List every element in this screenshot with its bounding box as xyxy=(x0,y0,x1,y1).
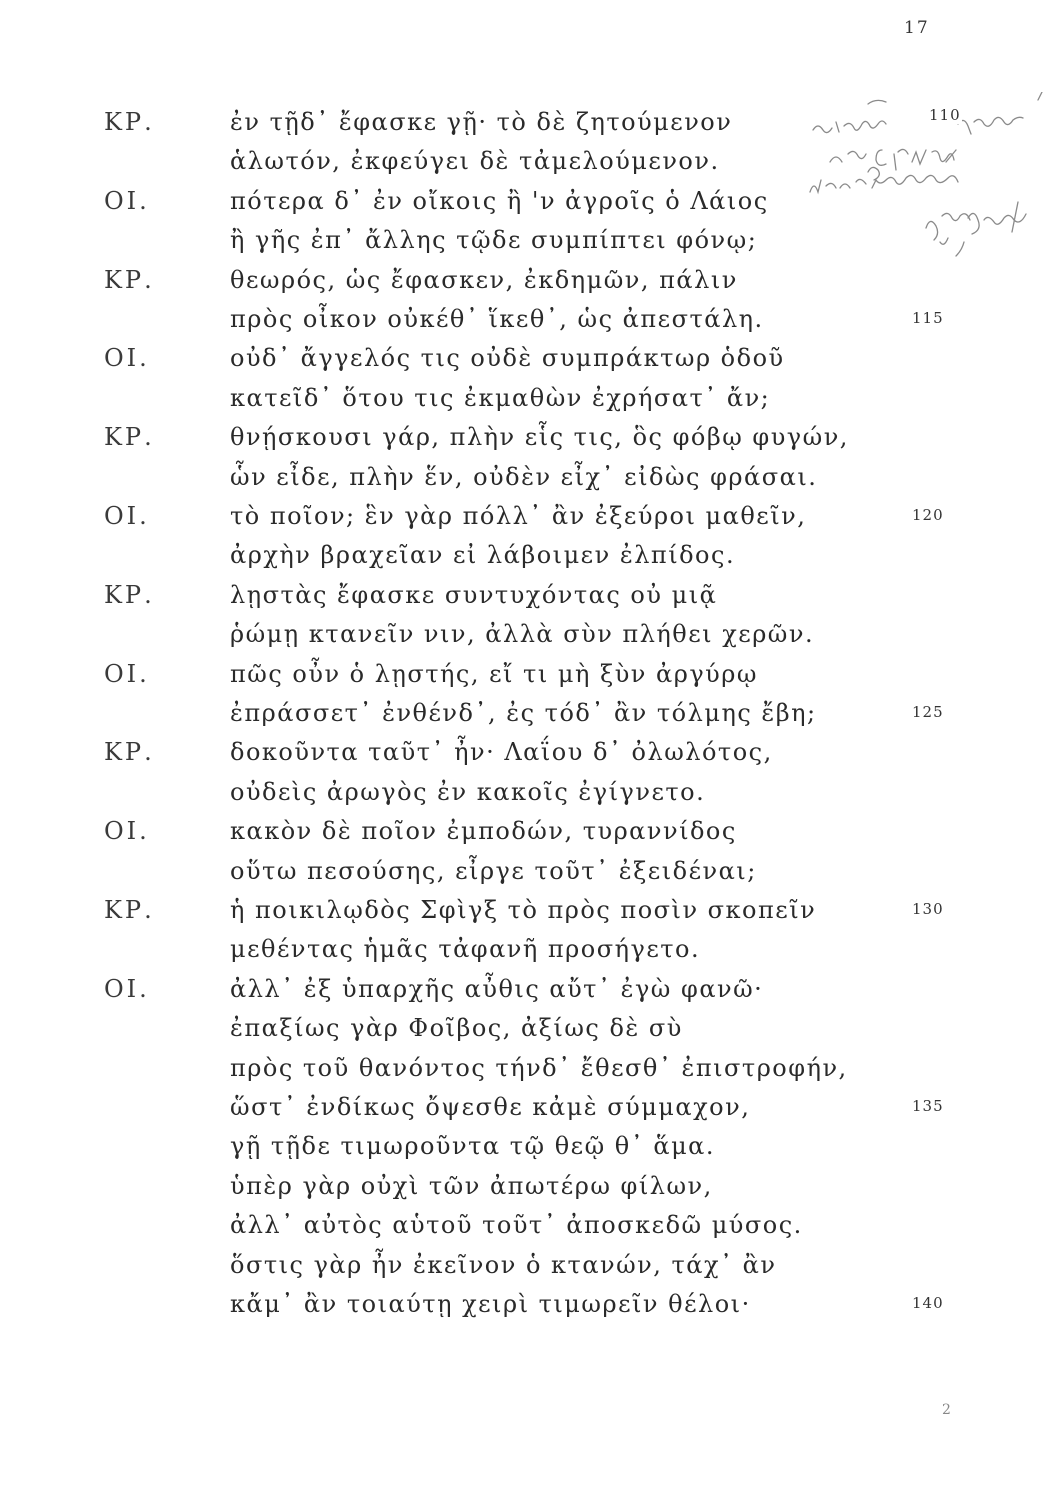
verse-text: ἐπράσσετ᾽ ἐνθένδ᾽, ἐς τόδ᾽ ἂν τόλμης ἔβη; xyxy=(230,699,817,727)
verse-text: ἀλλ᾽ ἐξ ὑπαρχῆς αὖθις αὔτ᾽ ἐγὼ φανῶ· xyxy=(230,974,764,1003)
verse-text: οὐδεὶς ἀρωγὸς ἐν κακοῖς ἐγίγνετο. xyxy=(230,777,706,806)
verse-line xyxy=(0,975,1058,1015)
verse-line xyxy=(0,1093,1058,1133)
signature-mark: 2 xyxy=(942,1402,951,1418)
speaker-label: ΟΙ. xyxy=(104,817,150,846)
line-number: 125 xyxy=(912,703,944,721)
speaker-label: ΚΡ. xyxy=(104,108,155,136)
speaker-label: ΚΡ. xyxy=(104,423,155,452)
verse-line xyxy=(0,1014,1058,1054)
page-number: 17 xyxy=(904,18,930,38)
speaker-label: ΚΡ. xyxy=(104,265,155,294)
verse-text: ὑπὲρ γὰρ οὐχὶ τῶν ἀπωτέρω φίλων, xyxy=(230,1171,713,1200)
verse-text: γῇ τῇδε τιμωροῦντα τῷ θεῷ θ᾽ ἅμα. xyxy=(230,1132,716,1161)
verse-line xyxy=(0,857,1058,897)
verse-text: ἀρχὴν βραχεῖαν εἰ λάβοιμεν ἐλπίδος. xyxy=(230,541,736,570)
verse-line xyxy=(0,817,1058,857)
verse-text: ὧν εἶδε, πλὴν ἕν, οὐδὲν εἶχ᾽ εἰδὼς φράσαι. xyxy=(230,462,818,491)
speaker-label: ΚΡ. xyxy=(104,738,155,767)
line-number: 140 xyxy=(912,1294,944,1312)
verse-text: ἀλλ᾽ αὐτὸς αὑτοῦ τοῦτ᾽ ἀποσκεδῶ μύσος. xyxy=(230,1211,803,1240)
verse-text: λῃστὰς ἔφασκε συντυχόντας οὐ μιᾷ xyxy=(230,580,718,609)
verse-text: ῥώμῃ κτανεῖν νιν, ἀλλὰ σὺν πλήθει χερῶν. xyxy=(230,620,815,649)
verse-text: οὕτω πεσούσης, εἶργε τοῦτ᾽ ἐξειδέναι; xyxy=(230,856,757,885)
verse-text: ἢ γῆς ἐπ᾽ ἄλλης τῷδε συμπίπτει φόνῳ; xyxy=(230,226,758,255)
verse-text: πῶς οὖν ὁ λῃστής, εἴ τι μὴ ξὺν ἀργύρῳ xyxy=(230,659,758,688)
marginal-line-number: 110 xyxy=(929,106,961,124)
verse-line xyxy=(0,581,1058,621)
line-number: 120 xyxy=(912,506,944,524)
verse-text: πότερα δ᾽ ἐν οἴκοις ἢ 'ν ἀγροῖς ὁ Λάιος xyxy=(230,186,769,215)
verse-text: ὅστις γὰρ ἦν ἐκεῖνον ὁ κτανών, τάχ᾽ ἂν xyxy=(230,1250,777,1279)
verse-text: πρὸς τοῦ θανόντος τήνδ᾽ ἔθεσθ᾽ ἐπιστροφήν, xyxy=(230,1053,848,1082)
speaker-label: ΚΡ. xyxy=(104,896,155,924)
verse-text: θνῄσκουσι γάρ, πλὴν εἷς τις, ὃς φόβῳ φυγών, xyxy=(230,423,849,452)
speaker-label: ΟΙ. xyxy=(104,974,150,1003)
verse-text: δοκοῦντα ταῦτ᾽ ἦν· Λαΐου δ᾽ ὀλωλότος, xyxy=(230,738,773,767)
verse-line xyxy=(0,935,1058,975)
verse-line xyxy=(0,1172,1058,1212)
verse-line xyxy=(0,1054,1058,1094)
verse-line xyxy=(0,1211,1058,1251)
verse-text: τὸ ποῖον; ἓν γὰρ πόλλ᾽ ἂν ἐξεύροι μαθεῖν, xyxy=(230,502,807,530)
verse-text: ἡ ποικιλῳδὸς Σφὶγξ τὸ πρὸς ποσὶν σκοπεῖν xyxy=(230,896,817,924)
verse-line xyxy=(0,423,1058,463)
line-number: 135 xyxy=(912,1097,944,1115)
verse-text: κἄμ᾽ ἂν τοιαύτῃ χειρὶ τιμωρεῖν θέλοι· xyxy=(230,1290,751,1318)
speaker-label: ΟΙ. xyxy=(104,344,150,373)
speaker-label: ΚΡ. xyxy=(104,580,155,609)
verse-text: ἐπαξίως γὰρ Φοῖβος, ἀξίως δὲ σὺ xyxy=(230,1014,683,1043)
verse-text: ἐν τῇδ᾽ ἔφασκε γῇ· τὸ δὲ ζητούμενον xyxy=(230,108,733,136)
speaker-label: ΟΙ. xyxy=(104,659,150,688)
verse-line xyxy=(0,463,1058,503)
verse-text: κακὸν δὲ ποῖον ἐμποδών, τυραννίδος xyxy=(230,817,737,846)
verse-text: οὐδ᾽ ἄγγελός τις οὐδὲ συμπράκτωρ ὁδοῦ xyxy=(230,344,785,373)
verse-line xyxy=(0,1251,1058,1291)
verse-line xyxy=(0,1132,1058,1172)
verse-line xyxy=(0,384,1058,424)
verse-line xyxy=(0,541,1058,581)
speaker-label: ΟΙ. xyxy=(104,502,150,530)
line-number: 115 xyxy=(912,309,944,327)
verse-text: μεθέντας ἡμᾶς τἀφανῆ προσήγετο. xyxy=(230,935,701,964)
verse-line xyxy=(0,699,1058,739)
verse-line xyxy=(0,620,1058,660)
verse-line xyxy=(0,502,1058,542)
verse-text: κατεῖδ᾽ ὅτου τις ἐκμαθὼν ἐχρήσατ᾽ ἄν; xyxy=(230,383,771,412)
verse-text: ἁλωτόν, ἐκφεύγει δὲ τἀμελούμενον. xyxy=(230,147,720,176)
verse-line xyxy=(0,738,1058,778)
verse-text: πρὸς οἶκον οὐκέθ᾽ ἵκεθ᾽, ὡς ἀπεστάλη. xyxy=(230,305,764,333)
verse-line xyxy=(0,1290,1058,1330)
speaker-label: ΟΙ. xyxy=(104,186,150,215)
line-number: 130 xyxy=(912,900,944,918)
verse-line xyxy=(0,778,1058,818)
verse-line xyxy=(0,344,1058,384)
verse-line xyxy=(0,305,1058,345)
verse-text: ὥστ᾽ ἐνδίκως ὄψεσθε κἀμὲ σύμμαχον, xyxy=(230,1093,751,1121)
handwritten-marginalia xyxy=(808,92,1053,292)
verse-text: θεωρός, ὡς ἔφασκεν, ἐκδημῶν, πάλιν xyxy=(230,265,738,294)
verse-line xyxy=(0,896,1058,936)
verse-line xyxy=(0,660,1058,700)
